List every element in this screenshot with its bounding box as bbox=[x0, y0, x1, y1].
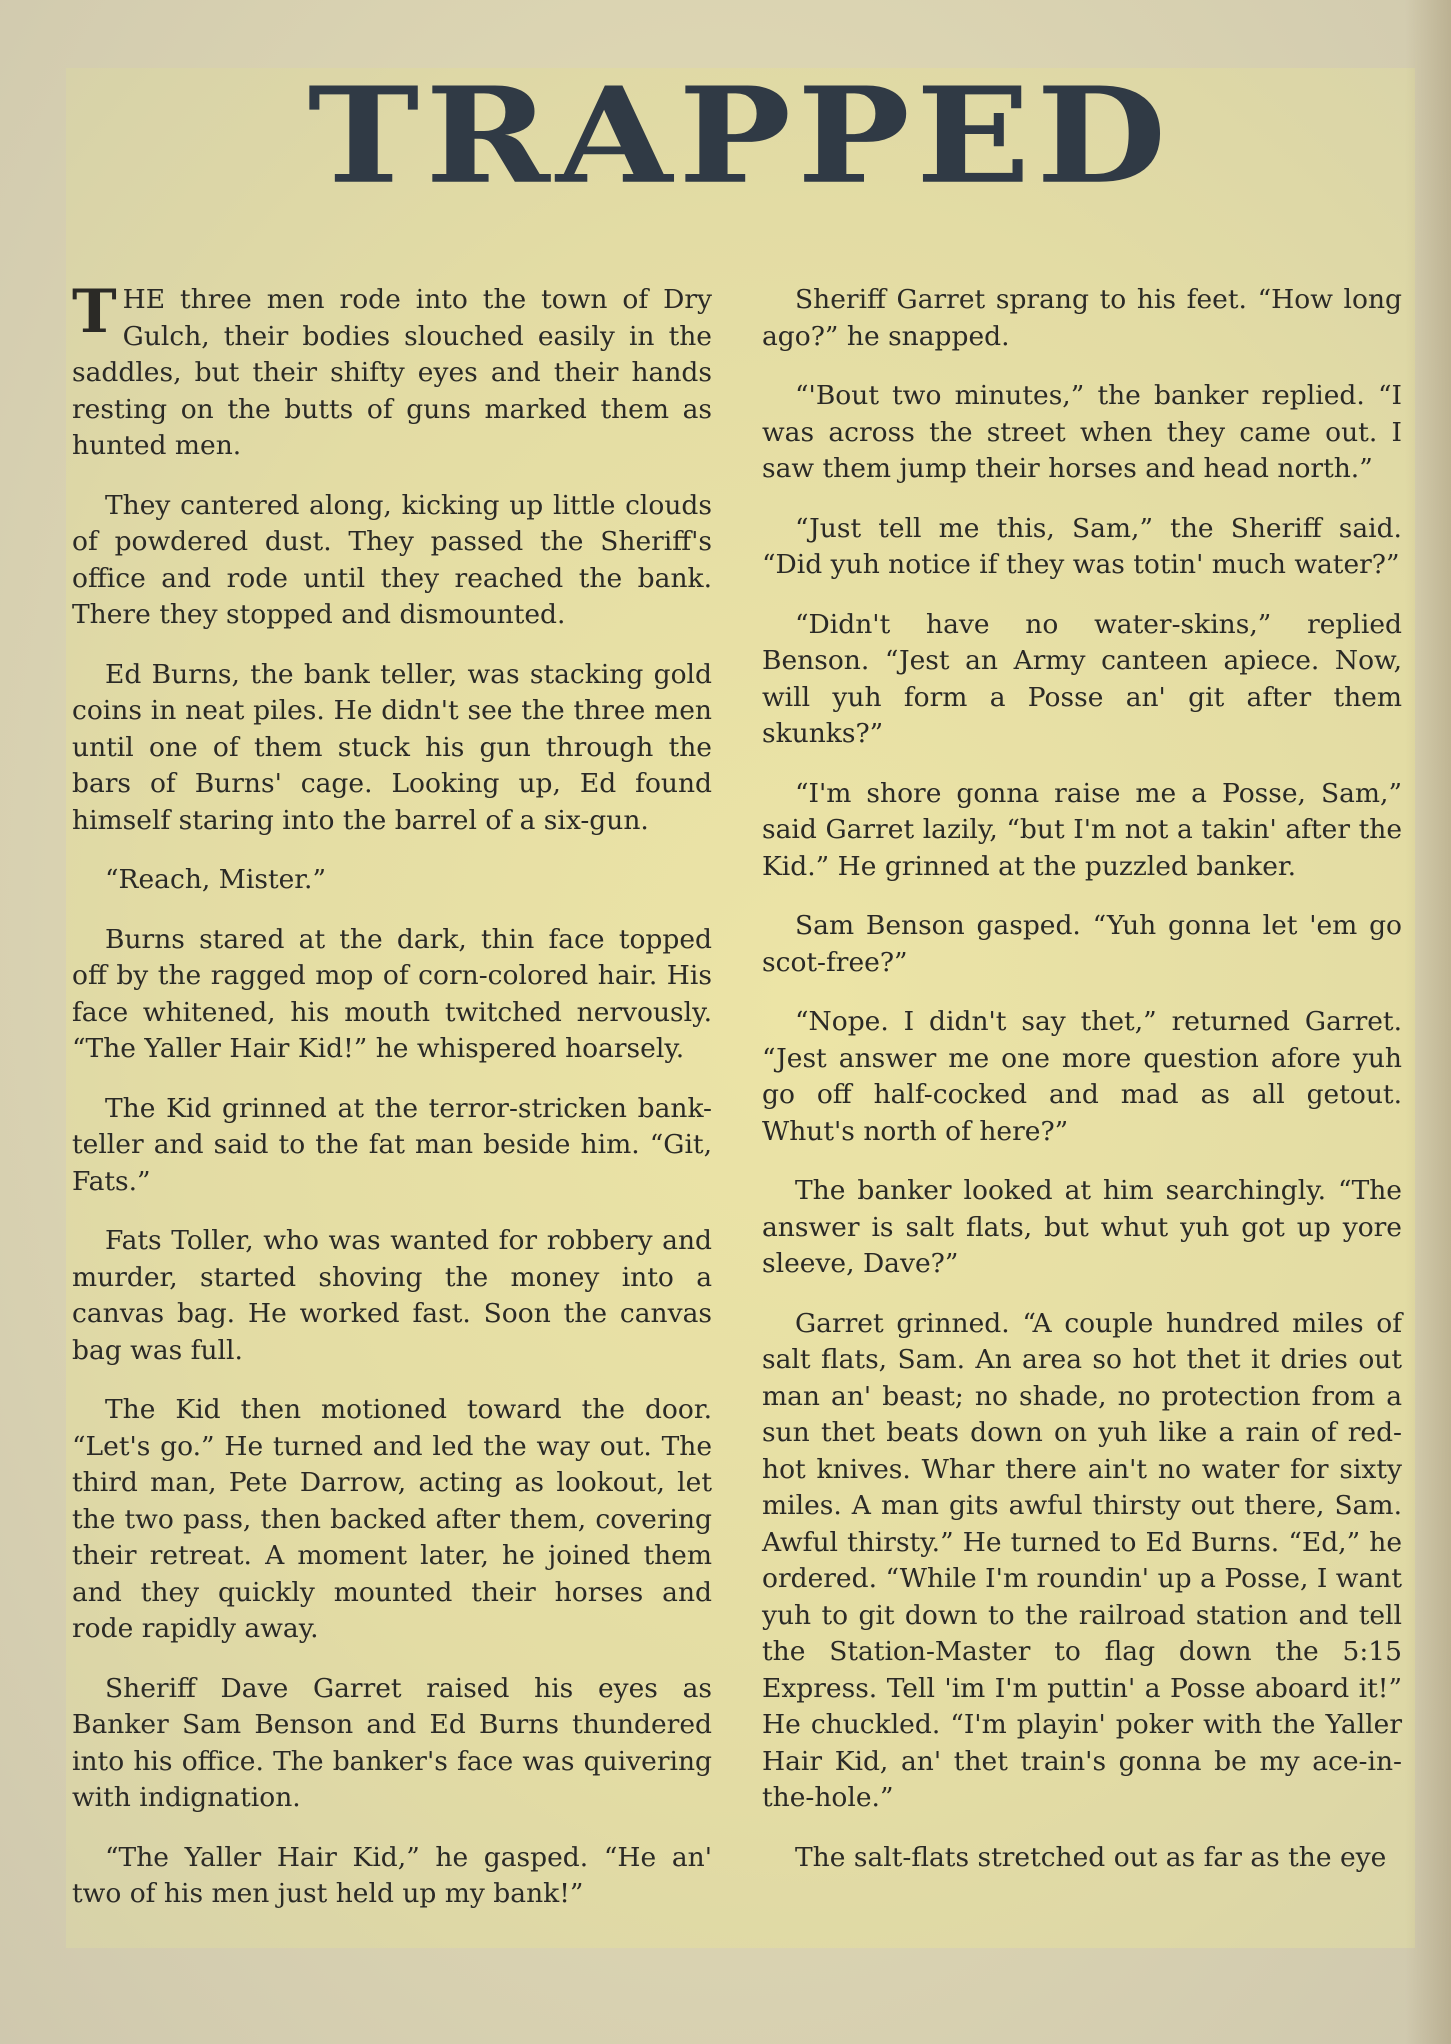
left-column bbox=[72, 277, 712, 1936]
paragraph: The Kid grinned at the terror-stricken bank-teller and said to the fat man beside him. “Git, Fats.” bbox=[72, 1092, 712, 1197]
paragraph: “I'm shore gonna raise me a Posse, Sam,” said Garret lazily, “but I'm not a takin' after the Kid.” He grinned at the puzzled banker. bbox=[762, 777, 1402, 882]
paragraph: “The Yaller Hair Kid,” he gasped. “He an' two of his men just held up my bank!” bbox=[72, 1841, 712, 1909]
paragraph: Ed Burns, the bank teller, was stacking gold coins in neat piles. He didn't see the three men until one of them stuck his gun through the bars of Burns' cage. Looking up, Ed found himself staring into the barrel of a six-gun. bbox=[72, 658, 712, 836]
paragraph: Sheriff Garret sprang to his feet. “How long ago?” he snapped. bbox=[762, 284, 1402, 352]
paragraph: The banker looked at him searchingly. “The answer is salt flats, but whut yuh got up yore sleeve, Dave?” bbox=[762, 1175, 1402, 1279]
paragraph: Sam Benson gasped. “Yuh gonna let 'em go scot-free?” bbox=[762, 910, 1402, 978]
paragraph: “'Bout two minutes,” the banker replied. “I was across the street when they came out. I saw them jump their horses and head north.” bbox=[762, 380, 1402, 484]
story-title: TRAPPED bbox=[307, 58, 1173, 214]
paragraph-text: HE three men rode into the town of Dry Gulch, their bodies slouched easily in the saddles, but their shifty eyes and their hands resting on the butts of guns marked them as hunted men. bbox=[72, 284, 712, 461]
paragraph: Sheriff Dave Garret raised his eyes as Banker Sam Benson and Ed Burns thundered into his office. The banker's face was quivering with indignation. bbox=[72, 1672, 712, 1813]
paragraph: Burns stared at the dark, thin face topped off by the ragged mop of corn-colored hair. His face whitened, his mouth twitched nervously. “The Yaller Hair Kid!” he whispered hoarsely. bbox=[72, 923, 712, 1064]
paragraph: The salt-flats stretched out as far as the eye bbox=[795, 1841, 1387, 1873]
drop-cap: T bbox=[72, 277, 117, 347]
paragraph: “Just tell me this, Sam,” the Sheriff said. “Did yuh notice if they was totin' much water?” bbox=[762, 512, 1402, 580]
paragraph: “Nope. I didn't say thet,” returned Garret. “Jest answer me one more question afore yuh go off half-cocked and mad as all getout. Whut's north of here?” bbox=[762, 1006, 1402, 1147]
right-column bbox=[762, 282, 1402, 1899]
paragraph: Fats Toller, who was wanted for robbery and murder, started shoving the money into a canvas bag. He worked fast. Soon the canvas bag was full. bbox=[72, 1225, 712, 1366]
paragraph bbox=[72, 277, 712, 465]
paragraph: Garret grinned. “A couple hundred miles of salt flats, Sam. An area so hot thet it dries out man an' beast; no shade, no protection from a sun thet beats down on yuh like a rain of red-hot knives. Whar there ain't no water for sixty miles. A man gits awful thirsty out there, Sam. Awful thirsty.” He turned to Ed Burns. “Ed,” he ordered. “While I'm roundin' up a Posse, I want yuh to git down to the railroad station and tell the Station-Master to flag down the 5:15 Express. Tell 'im I'm puttin' a Posse aboard it!” He chuckled. “I'm playin' poker with the Yaller Hair Kid, an' thet train's gonna be my ace-in-the-hole.” bbox=[762, 1307, 1402, 1813]
paragraph: “Reach, Mister.” bbox=[105, 864, 327, 895]
paragraph: The Kid then motioned toward the door. “Let's go.” He turned and led the way out. The third man, Pete Darrow, acting as lookout, let the two pass, then backed after them, covering their retreat. A moment later, he joined them and they quickly mounted their horses and rode rapidly away. bbox=[72, 1394, 712, 1644]
page-spine-shadow bbox=[1405, 0, 1451, 2044]
paragraph: They cantered along, kicking up little clouds of powdered dust. They passed the Sheriff's office and rode until they reached the bank. There they stopped and dismounted. bbox=[72, 489, 712, 630]
paragraph: “Didn't have no water-skins,” replied Benson. “Jest an Army canteen apiece. Now, will yuh form a Posse an' git after them skunks?” bbox=[762, 608, 1402, 749]
